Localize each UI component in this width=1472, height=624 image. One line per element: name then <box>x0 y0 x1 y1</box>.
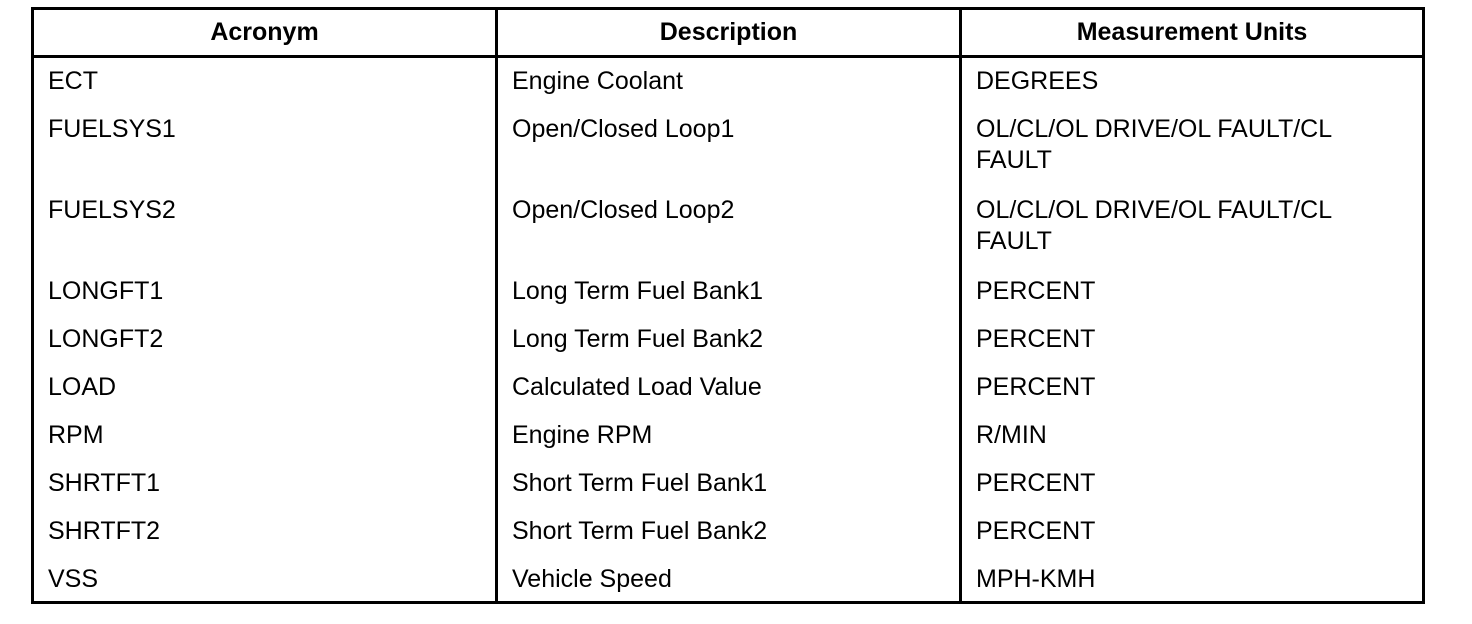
acronym-cell: LONGFT2 <box>48 325 164 353</box>
description-cell: Calculated Load Value <box>512 373 762 401</box>
units-cell: PERCENT <box>976 373 1096 401</box>
acronym-cell: FUELSYS1 <box>48 115 176 143</box>
units-cell: PERCENT <box>976 325 1096 353</box>
description-cell: Engine RPM <box>512 421 653 449</box>
units-cell: OL/CL/OL DRIVE/OL FAULT/CL FAULT <box>976 115 1333 174</box>
header-units: Measurement Units <box>962 10 1422 58</box>
description-cell: Open/Closed Loop2 <box>512 196 735 224</box>
acronym-cell: RPM <box>48 421 104 449</box>
acronym-cell: LOAD <box>48 373 117 401</box>
units-cell: PERCENT <box>976 277 1096 305</box>
header-description: Description <box>498 10 962 58</box>
units-cell: PERCENT <box>976 469 1096 497</box>
description-cell: Long Term Fuel Bank1 <box>512 277 764 305</box>
acronym-column <box>34 58 498 601</box>
acronym-cell: LONGFT1 <box>48 277 164 305</box>
units-column <box>962 58 1422 601</box>
description-cell: Long Term Fuel Bank2 <box>512 325 764 353</box>
header-acronym: Acronym <box>34 10 498 58</box>
acronym-cell: FUELSYS2 <box>48 196 176 224</box>
units-cell: R/MIN <box>976 421 1047 449</box>
description-cell: Short Term Fuel Bank1 <box>512 469 768 497</box>
acronym-cell: SHRTFT2 <box>48 517 161 545</box>
acronym-cell: SHRTFT1 <box>48 469 161 497</box>
units-cell: OL/CL/OL DRIVE/OL FAULT/CL FAULT <box>976 196 1333 255</box>
description-column <box>498 58 962 601</box>
acronym-cell: ECT <box>48 67 98 95</box>
units-cell: PERCENT <box>976 517 1096 545</box>
description-cell: Short Term Fuel Bank2 <box>512 517 768 545</box>
units-cell: MPH-KMH <box>976 565 1096 593</box>
acronym-cell: VSS <box>48 565 99 593</box>
data-table <box>31 7 1425 604</box>
description-cell: Engine Coolant <box>512 67 683 95</box>
units-cell: DEGREES <box>976 67 1099 95</box>
description-cell: Open/Closed Loop1 <box>512 115 735 143</box>
description-cell: Vehicle Speed <box>512 565 672 593</box>
